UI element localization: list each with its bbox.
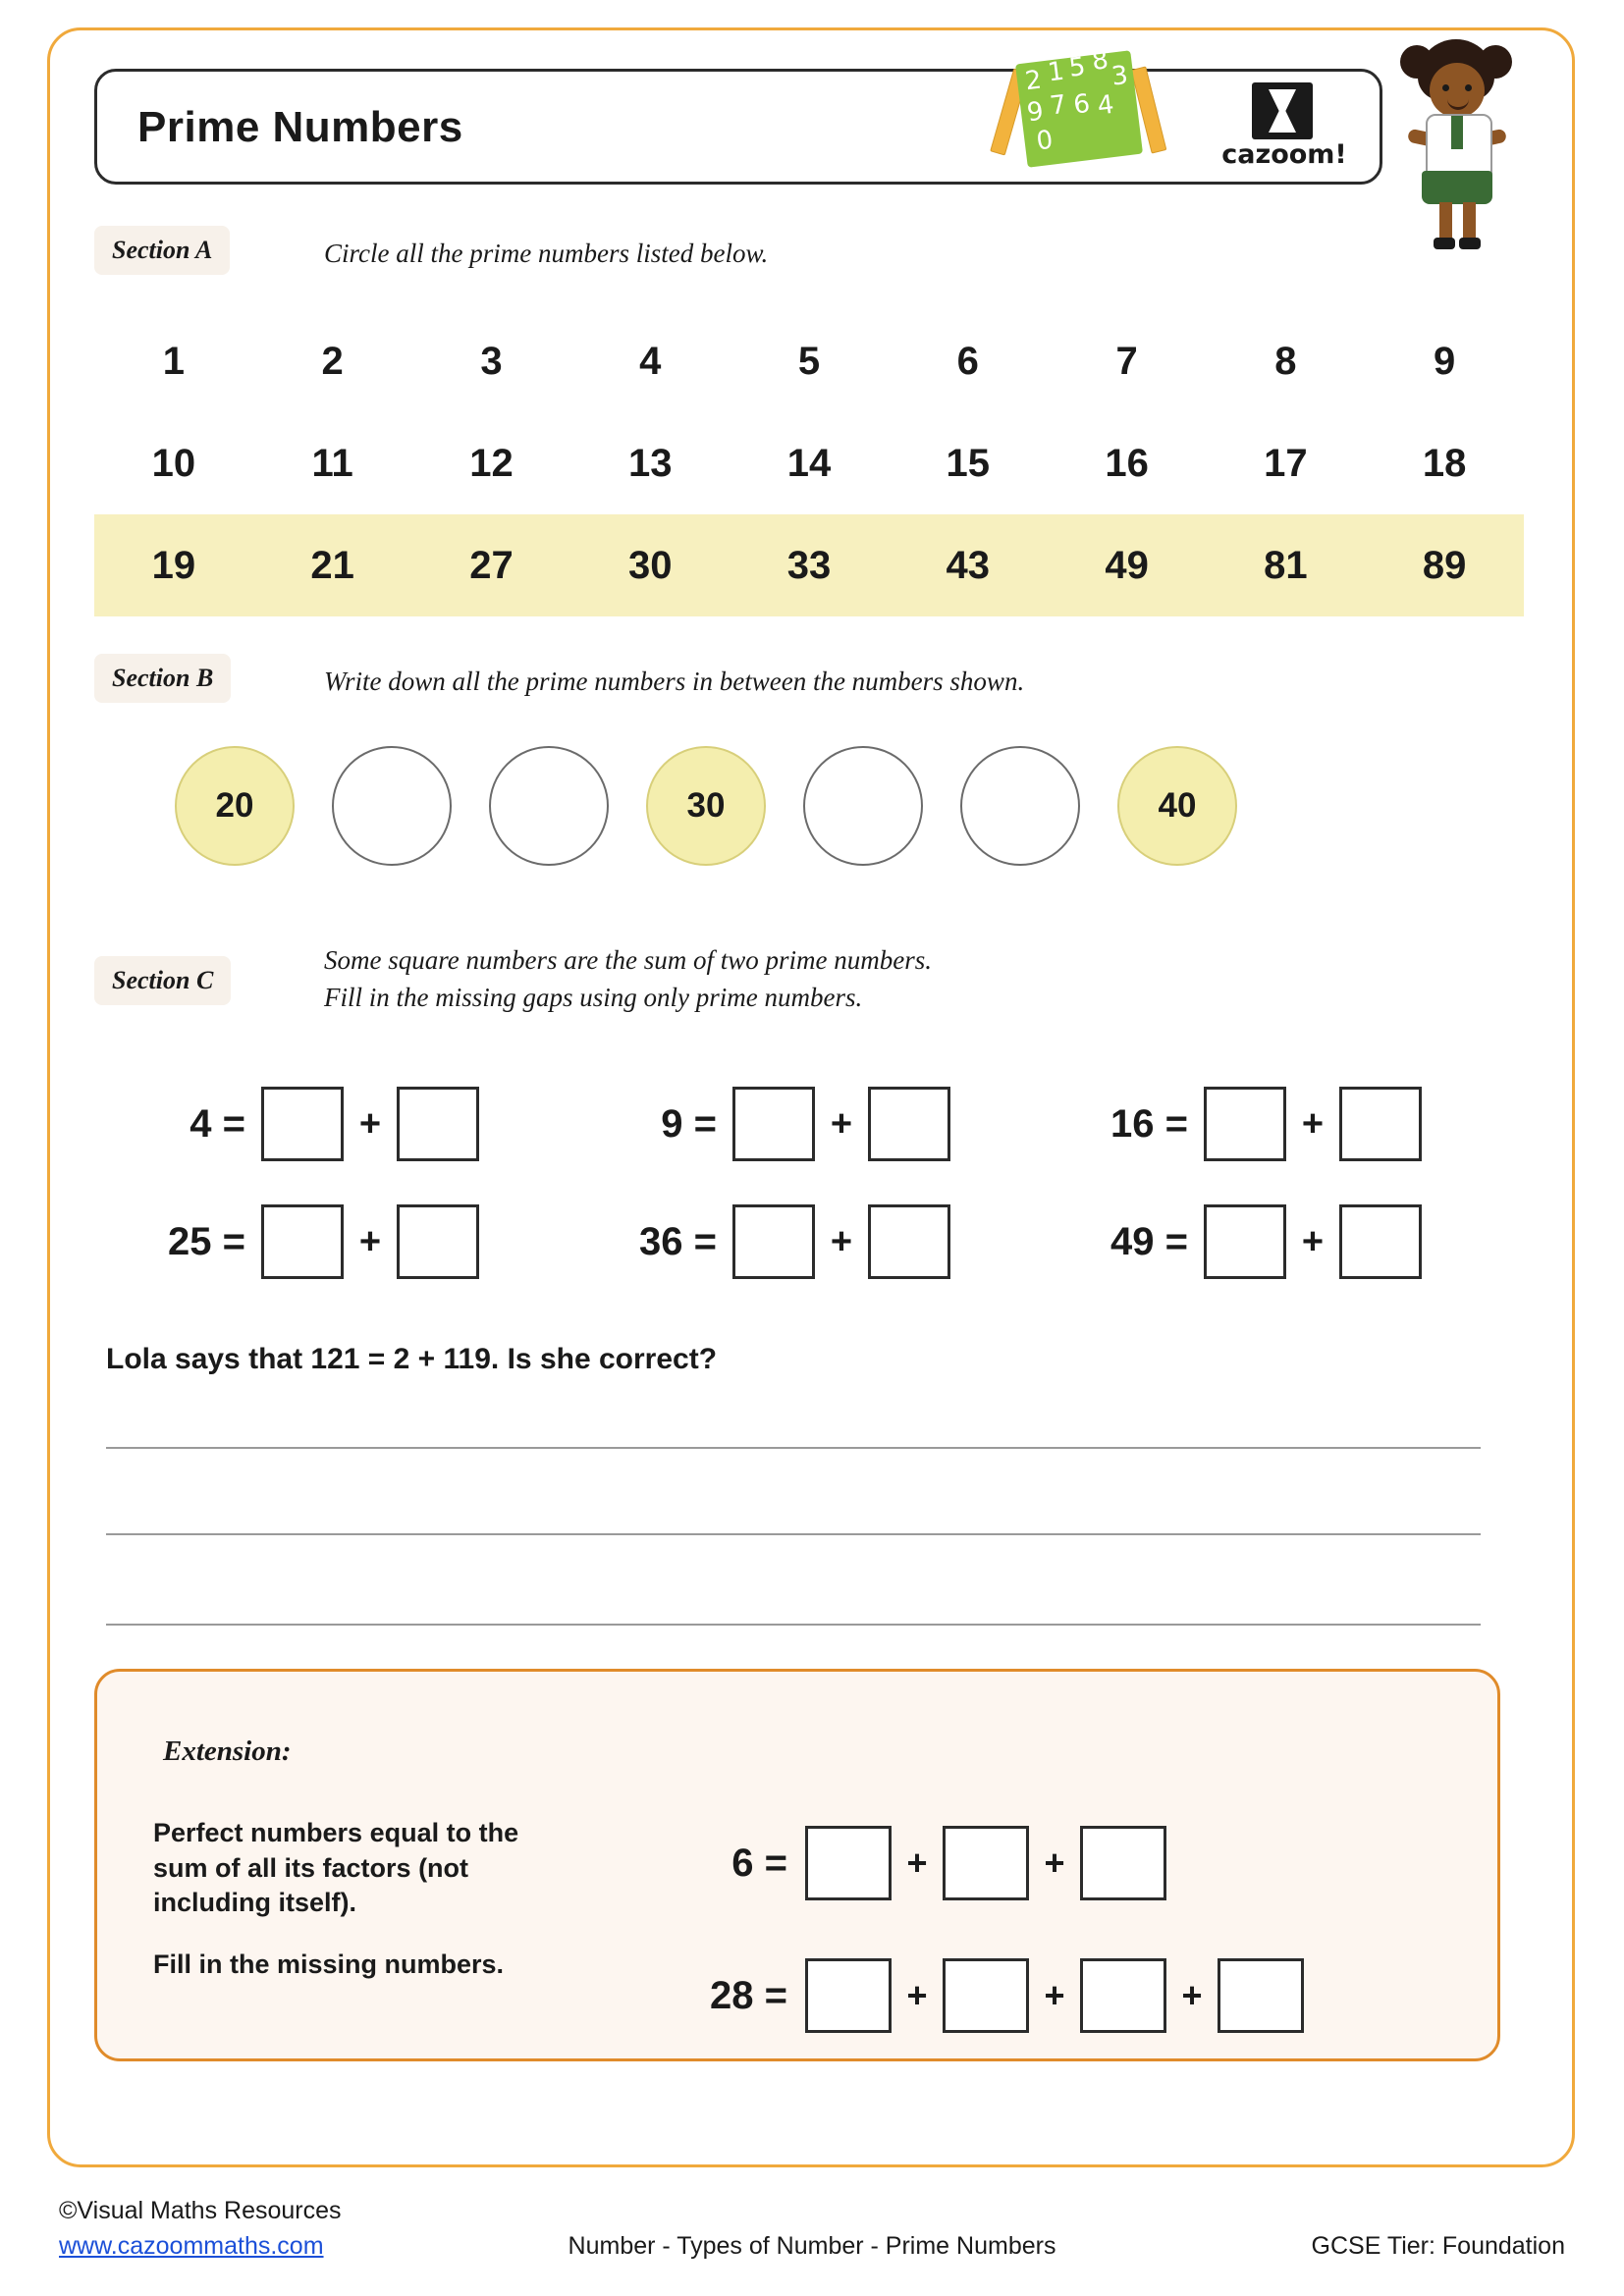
number-row [94,514,1524,616]
extension-text-2: Fill in the missing numbers. [153,1949,505,1979]
answer-box[interactable] [943,1826,1029,1900]
number-cell[interactable]: 33 [786,543,832,587]
student-character-icon [1392,37,1520,253]
number-cell[interactable]: 89 [1422,543,1467,587]
doodle-number: 5 [1067,52,1088,83]
lola-question: Lola says that 121 = 2 + 119. Is she correct? [106,1343,718,1375]
equation-label: 49 = [1110,1219,1188,1263]
doodle-number: 4 [1096,89,1116,122]
equation [589,1204,1060,1279]
number-cell[interactable]: 10 [151,441,196,485]
leg-icon [1439,202,1452,241]
circle-answer-blank[interactable] [332,746,452,866]
answer-box[interactable] [397,1204,479,1279]
answer-line[interactable] [106,1624,1481,1626]
doodle-number: 3 [1110,60,1130,92]
equation-label: 6 = [731,1841,787,1885]
number-cell[interactable]: 30 [627,543,673,587]
eye-icon [1465,84,1472,91]
equation-label: 4 = [189,1101,245,1146]
number-cell[interactable]: 8 [1274,339,1297,383]
plus-sign: + [1181,1975,1203,2015]
number-cell[interactable]: 7 [1115,339,1138,383]
plus-sign: + [358,1220,382,1262]
equation [118,1087,589,1161]
circle-value: 40 [1117,746,1237,866]
equation-row [118,1183,1532,1301]
number-cell[interactable]: 81 [1264,543,1308,587]
answer-box[interactable] [1080,1958,1166,2033]
cazoom-logo [1206,77,1363,177]
eye-icon [1442,84,1449,91]
section-c-tag: Section C [94,956,231,1005]
doodle-number: 0 [1034,125,1056,157]
number-cell[interactable]: 1 [162,339,186,383]
section-b-tag: Section B [94,654,231,703]
number-cell[interactable]: 2 [321,339,344,383]
equation [589,1087,1060,1161]
extension-equation-28 [687,1958,1304,2033]
circle-value: 30 [646,746,766,866]
plus-sign: + [1044,1975,1065,2015]
extension-text: Perfect numbers equal to the sum of all its factors (not including itself). [153,1818,519,1918]
answer-line[interactable] [106,1447,1481,1449]
equations-grid [118,1065,1532,1301]
answer-box[interactable] [943,1958,1029,2033]
number-cell[interactable]: 3 [480,339,503,383]
extension-title: Extension: [163,1735,292,1767]
plus-sign: + [358,1102,382,1145]
doodle-number: 9 [1025,96,1046,129]
equation-label: 16 = [1110,1101,1188,1146]
circle-value: 20 [175,746,295,866]
page-title: Prime Numbers [137,103,463,151]
answer-box[interactable] [732,1204,815,1279]
equation [1060,1087,1532,1161]
answer-box[interactable] [1080,1826,1166,1900]
number-cell[interactable]: 18 [1422,441,1467,485]
footer-copyright: ©Visual Maths Resources [59,2197,342,2224]
shoe-icon [1459,238,1481,249]
answer-box[interactable] [868,1204,950,1279]
doodle-number: 7 [1048,89,1068,122]
number-cell[interactable]: 27 [469,543,514,587]
footer-tier: GCSE Tier: Foundation [1311,2232,1565,2260]
number-cell[interactable]: 6 [956,339,979,383]
number-grid [94,310,1524,616]
answer-box[interactable] [1339,1087,1422,1161]
answer-line[interactable] [106,1533,1481,1535]
answer-box[interactable] [1204,1087,1286,1161]
logo-text: cazoom! [1221,139,1347,170]
section-a-instruction: Circle all the prime numbers listed below. [324,239,769,268]
number-cell[interactable]: 13 [627,441,673,485]
answer-box[interactable] [397,1087,479,1161]
plus-sign: + [906,1975,928,2015]
number-cell[interactable]: 17 [1264,441,1308,485]
answer-box[interactable] [261,1087,344,1161]
notepad-icon [1015,45,1143,168]
extension-equation-6 [687,1826,1166,1900]
doodle-number: 8 [1090,45,1110,77]
shoe-icon [1434,238,1455,249]
number-cell[interactable]: 9 [1434,339,1456,383]
plus-sign: + [830,1102,853,1145]
doodle-number: 1 [1046,56,1066,88]
number-cell[interactable]: 21 [310,543,354,587]
plus-sign: + [1044,1842,1065,1883]
equation [118,1204,589,1279]
number-cell[interactable]: 49 [1105,543,1149,587]
footer-link[interactable]: www.cazoommaths.com [59,2232,324,2260]
equation-label: 9 = [661,1101,717,1146]
number-cell[interactable]: 5 [797,339,821,383]
plus-sign: + [906,1842,928,1883]
circle-answer-blank[interactable] [960,746,1080,866]
number-cell[interactable]: 4 [639,339,662,383]
answer-box[interactable] [1204,1204,1286,1279]
footer-topic: Number - Types of Number - Prime Numbers [568,2232,1056,2260]
equation-row [118,1065,1532,1183]
plus-sign: + [1301,1220,1325,1262]
face-icon [1430,63,1485,118]
equation-label: 28 = [710,1973,787,2017]
circle-answer-blank[interactable] [489,746,609,866]
answer-box[interactable] [1218,1958,1304,2033]
plus-sign: + [1301,1102,1325,1145]
notepad-doodle-icon [994,47,1180,175]
answer-box[interactable] [868,1087,950,1161]
equation [1060,1204,1532,1279]
answer-box[interactable] [732,1087,815,1161]
number-cell[interactable]: 19 [151,543,196,587]
skirt-icon [1422,171,1492,204]
number-cell[interactable]: 12 [469,441,514,485]
number-row [94,310,1524,412]
tie-icon [1451,116,1463,149]
number-cell[interactable]: 15 [946,441,991,485]
section-a-tag: Section A [94,226,230,275]
section-c-instruction-line2: Fill in the missing gaps using only prime numbers. [324,983,863,1012]
doodle-number: 6 [1071,88,1092,121]
number-cell[interactable]: 14 [786,441,832,485]
plus-sign: + [830,1220,853,1262]
answer-box[interactable] [805,1826,892,1900]
answer-box[interactable] [805,1958,892,2033]
doodle-number: 2 [1023,65,1044,97]
section-b-instruction: Write down all the prime numbers in between the numbers shown. [324,667,1025,696]
section-c-instruction-line1: Some square numbers are the sum of two prime numbers. [324,945,932,975]
number-cell[interactable]: 43 [946,543,991,587]
equation-label: 25 = [168,1219,245,1263]
equation-label: 36 = [639,1219,717,1263]
number-cell[interactable]: 11 [311,441,353,485]
answer-box[interactable] [1339,1204,1422,1279]
hourglass-icon [1252,82,1313,139]
smile-icon [1447,96,1469,110]
number-row [94,412,1524,514]
leg-icon [1463,202,1476,241]
circle-row [175,746,1237,866]
circle-answer-blank[interactable] [803,746,923,866]
number-cell[interactable]: 16 [1105,441,1149,485]
answer-box[interactable] [261,1204,344,1279]
